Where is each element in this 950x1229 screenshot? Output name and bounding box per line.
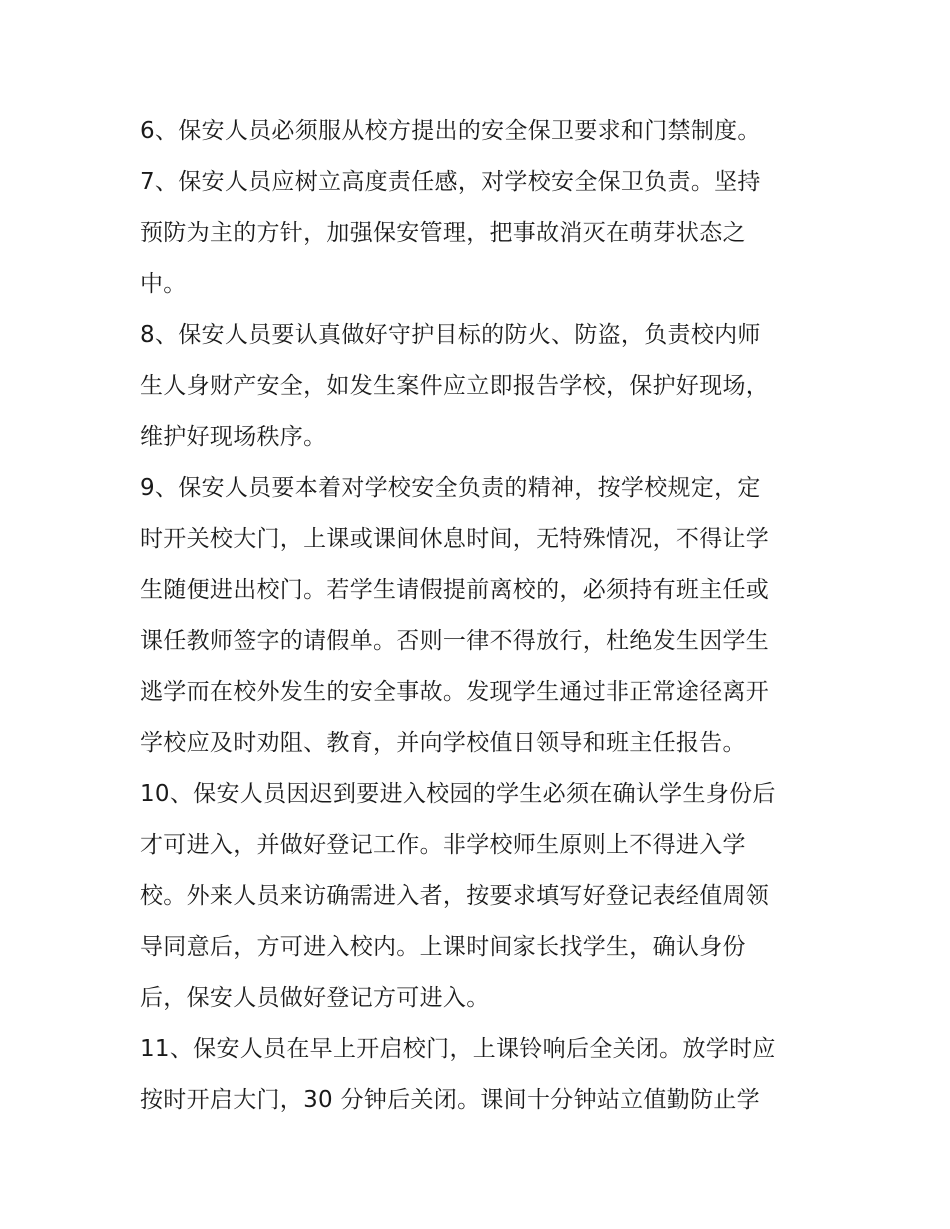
text-line: 6、保安人员必须服从校方提出的安全保卫要求和门禁制度。 (140, 118, 761, 144)
text-line: 10、保安人员因迟到要进入校园的学生必须在确认学生身份后 (140, 781, 776, 807)
text-line: 才可进入，并做好登记工作。非学校师生原则上不得进入学 (140, 832, 746, 858)
text-line: 时开关校大门，上课或课间休息时间，无特殊情况，不得让学 (140, 526, 770, 552)
text-line: 预防为主的方针，加强保安管理，把事故消灭在萌芽状态之 (140, 220, 746, 246)
text-line: 导同意后，方可进入校内。上课时间家长找学生，确认身份 (140, 934, 746, 960)
document-body (140, 106, 820, 1126)
text-line: 校。外来人员来访确需进入者，按要求填写好登记表经值周领 (140, 883, 770, 909)
text-line: 11、保安人员在早上开启校门，上课铃响后全关闭。放学时应 (140, 1036, 776, 1062)
text-line: 课任教师签字的请假单。否则一律不得放行，杜绝发生因学生 (140, 628, 770, 654)
text-line: 8、保安人员要认真做好守护目标的防火、防盗，负责校内师 (140, 322, 761, 348)
text-line: 按时开启大门，30 分钟后关闭。课间十分钟站立值勤防止学 (140, 1087, 760, 1113)
text-line: 后，保安人员做好登记方可进入。 (140, 985, 490, 1011)
text-line: 学校应及时劝阻、教育，并向学校值日领导和班主任报告。 (140, 730, 746, 756)
text-line: 9、保安人员要本着对学校安全负责的精神，按学校规定，定 (140, 475, 761, 501)
text-line: 生人身财产安全，如发生案件应立即报告学校，保护好现场， (140, 373, 770, 399)
text-line: 7、保安人员应树立高度责任感，对学校安全保卫负责。坚持 (140, 169, 761, 195)
text-line: 生随便进出校门。若学生请假提前离校的，必须持有班主任或 (140, 577, 770, 603)
text-line: 逃学而在校外发生的安全事故。发现学生通过非正常途径离开 (140, 679, 770, 705)
text-line: 中。 (140, 271, 187, 297)
text-line: 维护好现场秩序。 (140, 424, 327, 450)
